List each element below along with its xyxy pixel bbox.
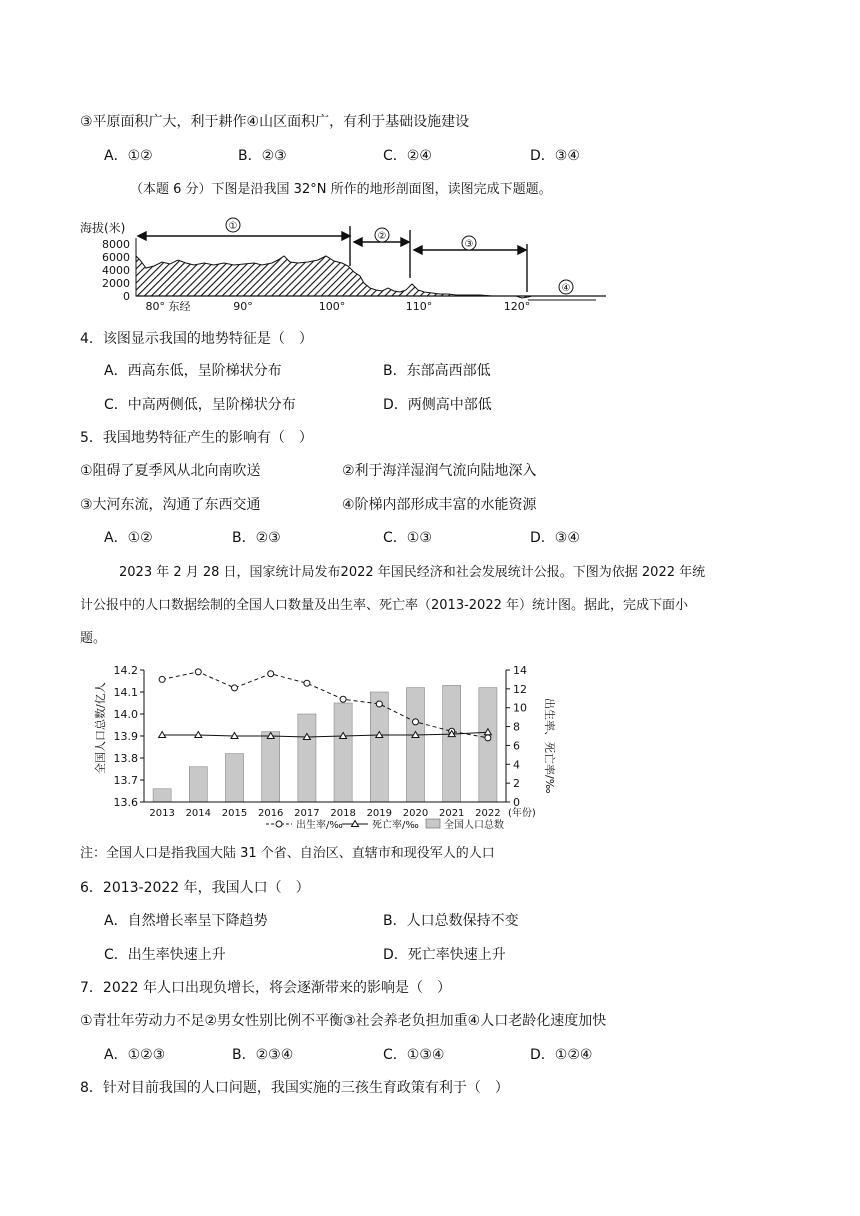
profile-xticks	[146, 300, 531, 313]
profile-xtick: 110°	[405, 300, 433, 313]
q6-option-a[interactable]: A．自然增长率呈下降趋势	[104, 913, 268, 929]
legend-death-rate: 死亡率/‰	[372, 820, 419, 831]
terrain-profile-shape	[136, 256, 532, 298]
q4-option-c[interactable]: C．中高两侧低，呈阶梯状分布	[104, 397, 296, 413]
profile-yticks	[102, 238, 130, 303]
profile-ytick: 0	[123, 290, 130, 303]
death-rate-line	[162, 732, 488, 737]
population-bar	[443, 685, 461, 802]
population-intro-line2: 计公报中的人口数据绘制的全国人口数量及出生率、死亡率（2013-2022 年）统计图。据此，完成下面小	[80, 598, 688, 613]
q6-stem: 6．2013-2022 年，我国人口（ ）	[80, 880, 310, 896]
left-tick-label: 13.8	[113, 752, 138, 765]
population-bar	[153, 789, 171, 802]
right-tick-label: 8	[513, 720, 520, 734]
birth-rate-line	[162, 672, 488, 738]
right-tick-label: 4	[513, 758, 520, 772]
death-rate-point	[195, 732, 202, 738]
population-bar	[479, 688, 497, 802]
right-axis-label: 出生率、死亡率/‰	[543, 698, 556, 794]
left-axis-label: 全国人口总数/亿人	[94, 682, 107, 774]
right-tick-label: 0	[513, 796, 520, 809]
population-bar	[298, 714, 316, 802]
population-chart	[88, 656, 558, 834]
left-tick-label: 13.9	[113, 730, 138, 743]
left-tick-label: 14.0	[113, 708, 138, 721]
left-tick-label: 13.6	[113, 796, 138, 809]
q7-option-a[interactable]: A．①②③	[104, 1047, 166, 1063]
q7-option-c[interactable]: C．①③④	[383, 1047, 445, 1063]
left-tick-label: 14.2	[113, 664, 138, 677]
chart-note: 注：全国人口是指我国大陆 31 个省、自治区、直辖市和现役军人的人口	[80, 846, 495, 861]
q4-option-b[interactable]: B．东部高西部低	[383, 363, 491, 379]
q3-option-d[interactable]: D．③④	[530, 148, 580, 164]
right-tick-label: 10	[513, 701, 527, 715]
q4-stem: 4．该图显示我国的地势特征是（ ）	[80, 331, 313, 347]
x-tick-label: 2016	[257, 808, 284, 819]
legend-birth-rate: 出生率/‰	[296, 820, 343, 831]
q3-statements-tail: ③平原面积广大，利于耕作④山区面积广，有利于基础设施建设	[80, 114, 470, 130]
q3-option-a[interactable]: A．①②	[104, 148, 153, 164]
birth-rate-point	[195, 669, 201, 675]
population-bar	[189, 767, 207, 802]
profile-ytick: 2000	[102, 277, 130, 290]
q7-option-d[interactable]: D．①②④	[530, 1047, 593, 1063]
zone-label-3: ③	[464, 239, 474, 250]
x-tick-label: 2021	[438, 808, 465, 819]
x-tick-label: 2014	[185, 808, 212, 819]
q4-option-d[interactable]: D．两侧高中部低	[383, 397, 492, 413]
x-tick-label: 2017	[294, 808, 320, 819]
q8-stem: 8．针对目前我国的人口问题，我国实施的三孩生育政策有利于（ ）	[80, 1080, 509, 1096]
profile-ytick: 8000	[102, 238, 130, 251]
population-bar	[225, 754, 243, 802]
x-tick-label: 2019	[366, 808, 393, 819]
population-bar	[262, 732, 280, 802]
legend-bar-swatch	[426, 819, 440, 828]
q6-option-c[interactable]: C．出生率快速上升	[104, 947, 226, 963]
birth-rate-point	[340, 696, 346, 702]
birth-rate-point	[376, 701, 382, 707]
birth-rate-point	[304, 680, 310, 686]
q3-option-c[interactable]: C．②④	[383, 148, 432, 164]
right-tick-label: 12	[513, 682, 527, 696]
q7-statements: ①青壮年劳动力不足②男女性别比例不平衡③社会养老负担加重④人口老龄化速度加快	[80, 1013, 607, 1029]
profile-xtick: 90°	[233, 300, 253, 313]
zone-label-4: ④	[561, 283, 571, 294]
profile-intro: （本题 6 分）下图是沿我国 32°N 所作的地形剖面图，读图完成下题题。	[130, 182, 552, 197]
q6-option-b[interactable]: B．人口总数保持不变	[383, 913, 519, 929]
population-intro-line3: 题。	[80, 631, 107, 646]
x-tick-label: 2015	[221, 808, 248, 819]
q5-option-d[interactable]: D．③④	[530, 530, 580, 546]
q5-statement-4: ④阶梯内部形成丰富的水能资源	[342, 497, 537, 513]
q5-statement-3: ③大河东流，沟通了东西交通	[80, 497, 261, 513]
x-tick-label: 2020	[402, 808, 429, 819]
profile-ytick: 4000	[102, 264, 130, 277]
zone-label-1: ①	[228, 221, 238, 232]
left-tick-label: 14.1	[113, 686, 138, 699]
q4-option-a[interactable]: A．西高东低，呈阶梯状分布	[104, 363, 282, 379]
q6-option-d[interactable]: D．死亡率快速上升	[383, 947, 506, 963]
terrain-profile-figure	[76, 208, 616, 316]
q7-option-b[interactable]: B．②③④	[232, 1047, 294, 1063]
legend-population: 全国人口总数	[444, 820, 504, 831]
profile-xtick: 120°	[503, 300, 531, 313]
x-tick-label: 2022	[475, 808, 501, 819]
population-bar	[370, 692, 388, 802]
birth-rate-point	[268, 671, 274, 677]
chart-legend	[266, 818, 504, 831]
q5-option-c[interactable]: C．①③	[383, 530, 432, 546]
right-tick-label: 14	[513, 664, 527, 677]
q3-option-b[interactable]: B．②③	[238, 148, 287, 164]
profile-ytick: 6000	[102, 251, 130, 264]
q5-option-a[interactable]: A．①②	[104, 530, 153, 546]
profile-ylabel: 海拔(米)	[80, 221, 126, 235]
death-rate-point	[159, 732, 166, 738]
q5-stem: 5．我国地势特征产生的影响有（ ）	[80, 430, 313, 446]
x-tick-label: 2018	[330, 808, 356, 819]
population-bar	[334, 703, 352, 802]
birth-rate-point	[232, 685, 238, 691]
left-tick-label: 13.7	[113, 774, 138, 787]
x-tick-label: 2013	[149, 808, 175, 819]
x-unit-label: (年份)	[508, 808, 536, 819]
birth-rate-point	[485, 735, 491, 741]
right-tick-label: 2	[513, 777, 520, 791]
population-bar	[406, 688, 424, 802]
q5-statement-2: ②利于海洋湿润气流向陆地深入	[342, 463, 537, 479]
q5-option-b[interactable]: B．②③	[232, 530, 281, 546]
q5-statement-1: ①阻碍了夏季风从北向南吹送	[80, 463, 261, 479]
birth-rate-point	[413, 719, 419, 725]
population-intro-line1: 2023 年 2 月 28 日，国家统计局发布2022 年国民经济和社会发展统计公报。下图为依据 2022 年统	[119, 565, 706, 580]
right-tick-label: 6	[513, 739, 520, 753]
profile-xtick: 100°	[318, 300, 346, 313]
zone-label-2: ②	[377, 231, 387, 242]
birth-rate-point	[159, 676, 165, 682]
profile-xtick: 80° 东经	[145, 300, 191, 313]
legend-circle-marker	[276, 821, 282, 827]
q7-stem: 7．2022 年人口出现负增长，将会逐渐带来的影响是（ ）	[80, 980, 451, 996]
